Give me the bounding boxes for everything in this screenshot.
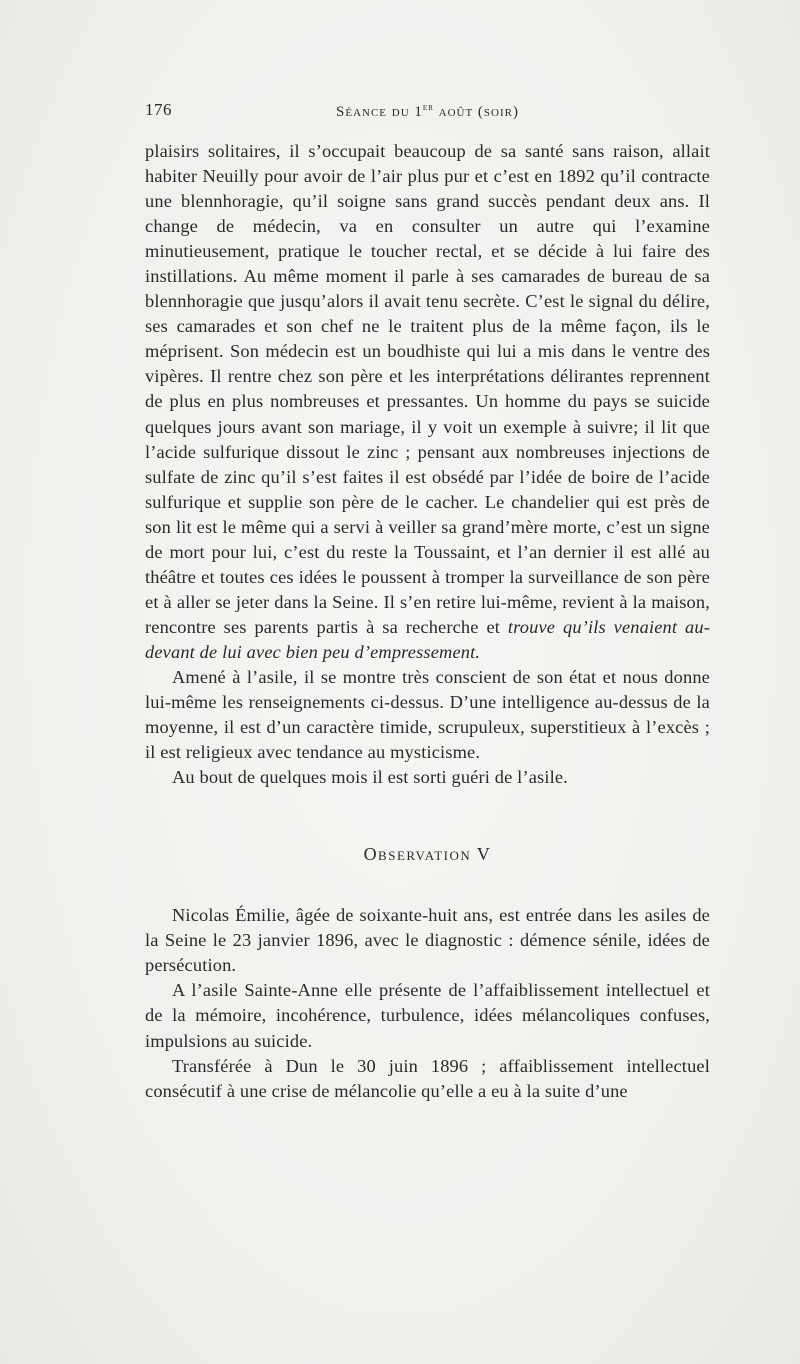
section-title: Observation V	[363, 844, 492, 865]
body-text	[145, 139, 710, 1104]
paragraph-2: Amené à l’asile, il se montre très conscient de son état et nous donne lui-même les renseignements ci-dessus. D’une intelligence au-dessus de la moyenne, il est d’un caractère timide, scrupuleux, superstitieux à l’excès ; il est religieux avec tendance au mysticisme.	[145, 666, 710, 763]
page-number: 176	[145, 100, 172, 119]
running-head-suffix: août (soir)	[433, 104, 519, 120]
running-head	[145, 102, 710, 121]
paragraph-1-italic: trouve qu’ils venaient au-devant de lui avec bien peu d’empressement.	[145, 616, 710, 662]
paragraph-1-text: plaisirs solitaires, il s’occupait beaucoup de sa santé sans raison, allait habiter Neuilly pour avoir de l’air plus pur et c’est en 1892 qu’il contracte une blennhoragie, qu’il soigne sans grand succès pendant deux ans. Il change de médecin, va en consulter un autre qui l’examine minutieusement, pratique le toucher rectal, et se décide à lui faire des instillations. Au même moment il parle à ses camarades de bureau de sa blennhoragie que jusqu’alors il avait tenu secrète. C’est le signal du délire, ses camarades et son chef ne le traitent plus de la même façon, ils le méprisent. Son médecin est un boudhiste qui lui a mis dans le ventre des vipères. Il rentre chez son père et les interprétations délirantes reprennent de plus en plus nombreuses et pressantes. Un homme du pays se suicide quelques jours avant son mariage, il y voit un exemple à suivre; il lit que l’acide sulfurique dissout le zinc ; pensant aux nombreuses injections de sulfate de zinc qu’il s’est faites il est obsédé par l’idée de boire de l’acide sulfurique et supplie son père de le cacher. Le chandelier qui est près de son lit est le même qui a servi à veiller sa grand’mère morte, c’est un signe de mort pour lui, c’est du reste la Toussaint, et l’an dernier il est allé au théâtre et toutes ces idées le poussent à tromper la surveillance de son père et à aller se jeter dans la Seine. Il s’en retire lui-même, revient à la maison, rencontre ses parents partis à sa recherche et	[145, 141, 710, 637]
page-header	[145, 100, 710, 124]
paragraph-continued	[145, 139, 710, 665]
running-head-superscript: er	[422, 102, 434, 113]
paragraph-5: A l’asile Sainte-Anne elle présente de l’affaiblissement intellectuel et de la mémoire, incohérence, turbulence, idées mélancoliques confuses, impulsions au suicide.	[145, 980, 710, 1051]
running-head-prefix: Séance du 1	[336, 104, 423, 120]
paragraph-3: Au bout de quelques mois il est sorti guéri de l’asile.	[172, 767, 568, 788]
paragraph-6: Transférée à Dun le 30 juin 1896 ; affaiblissement intellectuel consécutif à une crise de mélancolie qu’elle a eu à la suite d’une	[145, 1055, 710, 1101]
paragraph-4: Nicolas Émilie, âgée de soixante-huit ans, est entrée dans les asiles de la Seine le 23 janvier 1896, avec le diagnostic : démence sénile, idées de persécution.	[145, 905, 710, 976]
